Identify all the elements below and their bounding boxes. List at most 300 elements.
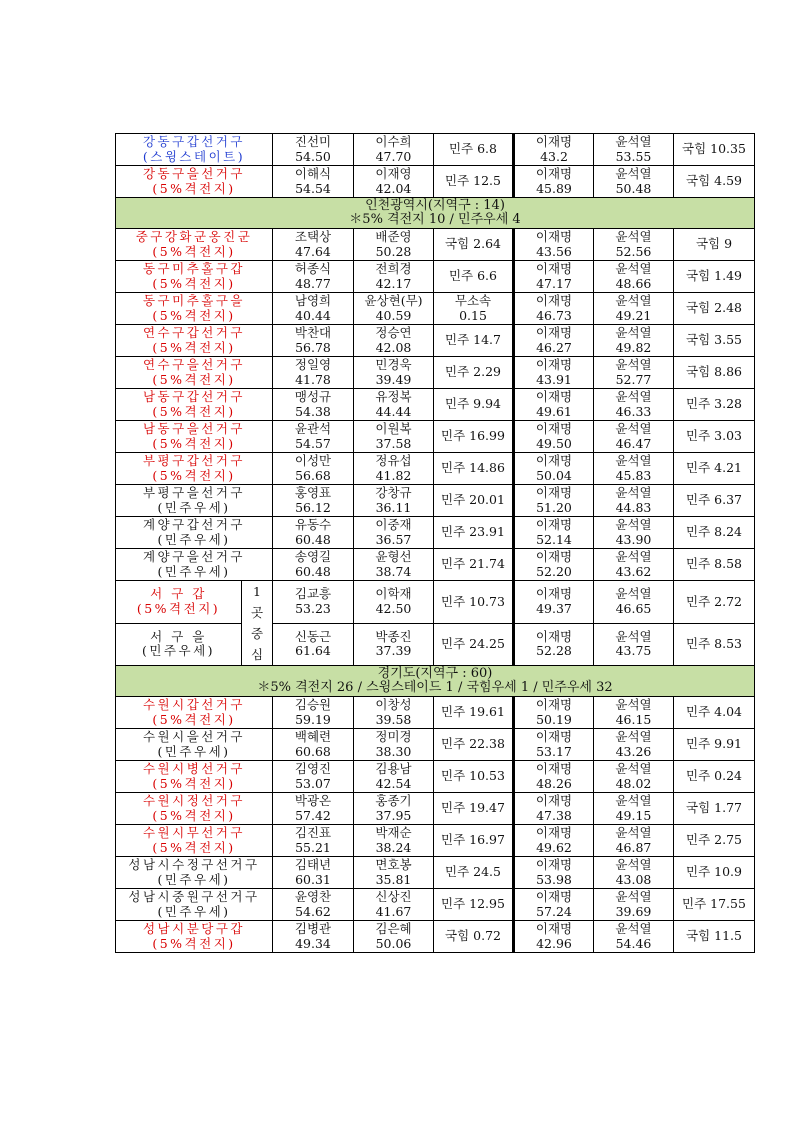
pres-yoon-share: 49.82 bbox=[615, 339, 652, 355]
candidate-dem-share: 41.78 bbox=[295, 371, 331, 387]
margin-2020: 민주 19.47 bbox=[441, 800, 505, 816]
table-cell bbox=[354, 889, 434, 921]
candidate-ppp-share: 38.24 bbox=[375, 839, 412, 855]
table-cell bbox=[514, 623, 594, 666]
district-name: 강동구갑선거구 bbox=[142, 134, 246, 149]
table-row bbox=[116, 357, 755, 389]
pres-lee-name: 이재명 bbox=[535, 229, 573, 244]
margin-2022: 민주 17.55 bbox=[682, 896, 746, 912]
pres-lee-name: 이재명 bbox=[535, 857, 573, 872]
district-name: 수원시갑선거구 bbox=[142, 697, 246, 712]
table-cell bbox=[354, 261, 434, 293]
district-note: (5%격전지) bbox=[152, 711, 236, 727]
candidate-dem-name: 허종식 bbox=[294, 261, 332, 276]
candidate-dem-share: 56.78 bbox=[295, 339, 331, 355]
table-cell bbox=[594, 549, 674, 581]
pres-lee-name: 이재명 bbox=[535, 761, 573, 776]
margin-2022: 민주 9.91 bbox=[686, 736, 742, 752]
table-cell bbox=[514, 857, 594, 889]
region-title: 경기도(지역구 : 60) bbox=[377, 665, 493, 681]
table-cell bbox=[674, 857, 755, 889]
margin-2020-value: 0.15 bbox=[459, 307, 487, 323]
pres-lee-name: 이재명 bbox=[535, 793, 573, 808]
district-note: (5%격전지) bbox=[152, 839, 236, 855]
margin-2020: 민주 14.7 bbox=[445, 332, 501, 348]
district-note: (민주우세) bbox=[157, 743, 231, 759]
candidate-dem-name: 김태년 bbox=[294, 857, 332, 872]
table-cell bbox=[594, 357, 674, 389]
pres-yoon-share: 44.83 bbox=[615, 499, 652, 515]
table-cell bbox=[273, 421, 354, 453]
side-char: 1 bbox=[253, 584, 261, 599]
pres-yoon-name: 윤석열 bbox=[615, 485, 652, 500]
pres-yoon-name: 윤석열 bbox=[615, 229, 652, 244]
table-cell bbox=[354, 729, 434, 761]
pres-lee-name: 이재명 bbox=[535, 325, 573, 340]
table-cell bbox=[674, 357, 755, 389]
district-cell bbox=[116, 453, 273, 485]
pres-lee-share: 46.73 bbox=[536, 307, 572, 323]
margin-2022: 국힘 11.5 bbox=[686, 928, 742, 944]
table-cell bbox=[434, 549, 514, 581]
district-note: (5%격전지) bbox=[152, 371, 236, 387]
pres-lee-share: 52.28 bbox=[536, 643, 572, 659]
district-note: (5%격전지) bbox=[152, 339, 236, 355]
candidate-ppp-share: 47.70 bbox=[375, 148, 412, 164]
table-cell bbox=[514, 581, 594, 624]
table-cell bbox=[354, 697, 434, 729]
table-cell bbox=[434, 697, 514, 729]
district-name: 부평구을선거구 bbox=[142, 485, 246, 500]
table-cell bbox=[594, 421, 674, 453]
table-cell bbox=[674, 889, 755, 921]
margin-2020: 민주 2.29 bbox=[445, 364, 501, 380]
candidate-ppp-share: 41.67 bbox=[375, 903, 412, 919]
candidate-dem-share: 57.42 bbox=[295, 807, 331, 823]
margin-2022: 국힘 8.86 bbox=[686, 364, 742, 380]
candidate-dem-name: 윤관석 bbox=[294, 421, 332, 436]
table-cell bbox=[674, 825, 755, 857]
pres-yoon-name: 윤석열 bbox=[615, 857, 652, 872]
table-cell bbox=[354, 761, 434, 793]
table-cell bbox=[273, 229, 354, 261]
pres-yoon-share: 45.83 bbox=[615, 467, 652, 483]
table-cell bbox=[354, 793, 434, 825]
table-cell bbox=[273, 134, 354, 166]
pres-lee-name: 이재명 bbox=[535, 825, 573, 840]
table-row bbox=[116, 229, 755, 261]
district-note: (민주우세) bbox=[157, 903, 231, 919]
district-cell bbox=[116, 485, 273, 517]
district-name: 동구미추홀구을 bbox=[142, 293, 246, 308]
pres-yoon-share: 43.90 bbox=[615, 531, 652, 547]
pres-lee-share: 43.2 bbox=[540, 148, 568, 164]
pres-lee-share: 48.26 bbox=[536, 775, 572, 791]
district-note: (5%격전지) bbox=[152, 467, 236, 483]
pres-lee-share: 52.14 bbox=[536, 531, 572, 547]
candidate-dem-share: 48.77 bbox=[295, 275, 331, 291]
pres-lee-share: 47.38 bbox=[536, 807, 572, 823]
candidate-ppp-share: 50.28 bbox=[375, 243, 412, 259]
margin-2022: 민주 4.04 bbox=[686, 704, 742, 720]
table-cell bbox=[514, 729, 594, 761]
pres-yoon-name: 윤석열 bbox=[615, 586, 652, 602]
district-name: 계양구을선거구 bbox=[142, 549, 246, 564]
district-cell bbox=[116, 166, 273, 198]
margin-2022: 민주 3.28 bbox=[686, 396, 742, 412]
margin-2020: 무소속 bbox=[454, 293, 492, 308]
pres-yoon-name: 윤석열 bbox=[615, 825, 652, 840]
candidate-ppp-name: 전희경 bbox=[375, 261, 412, 276]
pres-lee-name: 이재명 bbox=[535, 889, 573, 904]
candidate-ppp-share: 42.04 bbox=[375, 180, 412, 196]
district-cell bbox=[116, 229, 273, 261]
table-row bbox=[116, 857, 755, 889]
table-cell bbox=[514, 485, 594, 517]
table-cell bbox=[273, 166, 354, 198]
district-cell bbox=[116, 134, 273, 166]
candidate-ppp-name: 이중재 bbox=[375, 517, 412, 532]
table-cell bbox=[514, 921, 594, 953]
candidate-dem-share: 49.34 bbox=[295, 935, 331, 951]
candidate-ppp-name: 정승연 bbox=[375, 325, 412, 340]
district-cell bbox=[116, 325, 273, 357]
table-cell bbox=[273, 921, 354, 953]
table-cell bbox=[514, 229, 594, 261]
pres-lee-name: 이재명 bbox=[535, 389, 573, 404]
table-row bbox=[116, 825, 755, 857]
candidate-dem-name: 김진표 bbox=[294, 825, 332, 840]
district-note: (민주우세) bbox=[157, 563, 231, 579]
table-row bbox=[116, 325, 755, 357]
table-cell bbox=[674, 453, 755, 485]
region-title: 인천광역시(지역구 : 14) bbox=[365, 197, 505, 213]
candidate-dem-name: 김교흥 bbox=[294, 586, 332, 602]
candidate-dem-share: 59.19 bbox=[295, 711, 331, 727]
pres-yoon-share: 43.26 bbox=[615, 743, 652, 759]
region-subtitle: ＊5% 격전지 10 / 민주우세 4 bbox=[349, 212, 521, 227]
table-cell bbox=[674, 761, 755, 793]
candidate-ppp-name: 윤형선 bbox=[375, 549, 412, 564]
candidate-dem-name: 김승원 bbox=[294, 697, 332, 712]
pres-yoon-name: 윤석열 bbox=[615, 134, 652, 149]
candidate-ppp-name: 정미경 bbox=[375, 729, 412, 744]
pres-lee-share: 50.04 bbox=[536, 467, 572, 483]
table-cell bbox=[354, 549, 434, 581]
pres-lee-share: 53.98 bbox=[536, 871, 572, 887]
candidate-ppp-name: 김은혜 bbox=[375, 921, 412, 936]
table-row bbox=[116, 729, 755, 761]
pres-yoon-share: 52.77 bbox=[615, 371, 652, 387]
table-cell bbox=[674, 581, 755, 624]
district-note: (5%격전지) bbox=[152, 403, 236, 419]
district-name: 수원시병선거구 bbox=[142, 761, 246, 776]
table-row bbox=[116, 697, 755, 729]
candidate-ppp-name: 배준영 bbox=[375, 229, 412, 244]
table-cell bbox=[594, 453, 674, 485]
candidate-ppp-share: 41.82 bbox=[375, 467, 412, 483]
margin-2022: 민주 4.21 bbox=[686, 460, 742, 476]
pres-yoon-name: 윤석열 bbox=[615, 793, 652, 808]
candidate-ppp-name: 이재영 bbox=[375, 166, 412, 181]
district-note: (스윙스테이트) bbox=[142, 148, 246, 164]
table-cell bbox=[354, 623, 434, 666]
district-note: (5%격전지) bbox=[152, 243, 236, 259]
pres-yoon-name: 윤석열 bbox=[615, 761, 652, 776]
pres-lee-name: 이재명 bbox=[535, 697, 573, 712]
margin-2022: 민주 3.03 bbox=[686, 428, 742, 444]
candidate-ppp-share: 40.59 bbox=[375, 307, 412, 323]
candidate-dem-name: 백혜련 bbox=[294, 729, 332, 744]
district-name: 연수구갑선거구 bbox=[142, 325, 246, 340]
pres-lee-share: 50.19 bbox=[536, 711, 572, 727]
candidate-ppp-name: 신상진 bbox=[375, 889, 412, 904]
table-cell bbox=[594, 697, 674, 729]
pres-lee-share: 49.50 bbox=[536, 435, 572, 451]
pres-yoon-name: 윤석열 bbox=[615, 549, 652, 564]
pres-lee-share: 49.62 bbox=[536, 839, 572, 855]
pres-yoon-name: 윤석열 bbox=[615, 325, 652, 340]
table-cell bbox=[273, 581, 354, 624]
table-cell bbox=[273, 261, 354, 293]
table-cell bbox=[434, 421, 514, 453]
table-cell bbox=[354, 517, 434, 549]
table-cell bbox=[354, 857, 434, 889]
candidate-dem-share: 61.64 bbox=[295, 643, 331, 659]
table-cell bbox=[594, 261, 674, 293]
candidate-ppp-name: 이학재 bbox=[375, 586, 412, 602]
region-subtitle: ＊5% 격전지 26 / 스윙스테이드 1 / 국힘우세 1 / 민주우세 32 bbox=[257, 680, 613, 695]
table-cell bbox=[434, 729, 514, 761]
margin-2022: 민주 10.9 bbox=[686, 864, 742, 880]
table-cell bbox=[434, 453, 514, 485]
table-row bbox=[116, 921, 755, 953]
table-row bbox=[116, 421, 755, 453]
pres-yoon-share: 50.48 bbox=[615, 180, 652, 196]
candidate-ppp-name: 면호봉 bbox=[375, 857, 412, 872]
district-name: 동구미추홀구갑 bbox=[142, 261, 246, 276]
district-name: 남동구갑선거구 bbox=[142, 389, 246, 404]
table-cell bbox=[514, 761, 594, 793]
district-note: (민주우세) bbox=[157, 531, 231, 547]
candidate-ppp-share: 38.74 bbox=[375, 563, 412, 579]
district-name: 중구강화군옹진군 bbox=[135, 229, 253, 244]
candidate-dem-name: 신동근 bbox=[294, 628, 332, 644]
margin-2022: 국힘 4.59 bbox=[686, 173, 742, 189]
district-note: (5%격전지) bbox=[136, 600, 221, 616]
pres-lee-name: 이재명 bbox=[535, 921, 573, 936]
pres-lee-name: 이재명 bbox=[535, 166, 573, 181]
table-cell bbox=[354, 357, 434, 389]
election-table bbox=[115, 133, 755, 953]
table-row bbox=[116, 166, 755, 198]
margin-2020: 민주 10.73 bbox=[441, 593, 505, 609]
district-cell bbox=[116, 825, 273, 857]
pres-lee-share: 47.17 bbox=[536, 275, 572, 291]
table-cell bbox=[514, 825, 594, 857]
margin-2022: 민주 8.58 bbox=[686, 556, 742, 572]
candidate-dem-share: 47.64 bbox=[295, 243, 331, 259]
candidate-ppp-share: 39.58 bbox=[375, 711, 412, 727]
candidate-ppp-share: 39.49 bbox=[375, 371, 412, 387]
table-cell bbox=[354, 825, 434, 857]
pres-yoon-name: 윤석열 bbox=[615, 421, 652, 436]
table-cell bbox=[273, 325, 354, 357]
table-cell bbox=[594, 166, 674, 198]
pres-lee-name: 이재명 bbox=[535, 485, 573, 500]
table-row bbox=[116, 485, 755, 517]
candidate-dem-share: 54.62 bbox=[295, 903, 331, 919]
candidate-dem-share: 53.07 bbox=[295, 775, 331, 791]
district-cell bbox=[116, 793, 273, 825]
table-cell bbox=[354, 921, 434, 953]
candidate-ppp-share: 35.81 bbox=[375, 871, 412, 887]
district-name: 연수구을선거구 bbox=[142, 357, 246, 372]
candidate-dem-share: 54.50 bbox=[295, 148, 331, 164]
candidate-dem-name: 유동수 bbox=[294, 517, 332, 532]
district-name: 성남시분당구갑 bbox=[142, 921, 246, 936]
district-cell bbox=[116, 389, 273, 421]
district-cell bbox=[116, 697, 273, 729]
table-cell bbox=[674, 485, 755, 517]
table-cell bbox=[354, 453, 434, 485]
table-cell bbox=[594, 825, 674, 857]
candidate-dem-share: 40.44 bbox=[295, 307, 331, 323]
table-cell bbox=[434, 261, 514, 293]
table-cell bbox=[594, 857, 674, 889]
table-cell bbox=[514, 889, 594, 921]
table-cell bbox=[354, 581, 434, 624]
district-name: 수원시무선거구 bbox=[142, 825, 246, 840]
region-header-cell bbox=[116, 666, 755, 697]
candidate-dem-share: 56.68 bbox=[295, 467, 331, 483]
margin-2022: 국힘 1.77 bbox=[686, 800, 742, 816]
table-cell bbox=[273, 825, 354, 857]
table-cell bbox=[594, 581, 674, 624]
table-cell bbox=[674, 549, 755, 581]
table-cell bbox=[354, 485, 434, 517]
table-cell bbox=[434, 793, 514, 825]
candidate-ppp-name: 김용남 bbox=[375, 761, 412, 776]
pres-yoon-share: 48.02 bbox=[615, 775, 652, 791]
table-cell bbox=[434, 389, 514, 421]
candidate-ppp-share: 42.50 bbox=[375, 600, 412, 616]
pres-lee-share: 51.20 bbox=[536, 499, 572, 515]
table-cell bbox=[273, 793, 354, 825]
table-cell bbox=[594, 623, 674, 666]
candidate-dem-share: 60.31 bbox=[295, 871, 331, 887]
margin-2020: 민주 16.97 bbox=[441, 832, 505, 848]
pres-yoon-share: 52.56 bbox=[615, 243, 652, 259]
candidate-dem-share: 60.68 bbox=[295, 743, 331, 759]
pres-yoon-share: 46.15 bbox=[615, 711, 652, 727]
candidate-dem-share: 56.12 bbox=[295, 499, 331, 515]
margin-2020: 민주 6.6 bbox=[448, 268, 497, 284]
table-cell bbox=[354, 389, 434, 421]
candidate-dem-name: 김병관 bbox=[294, 921, 332, 936]
table-cell bbox=[354, 421, 434, 453]
pres-lee-share: 46.27 bbox=[536, 339, 572, 355]
side-char: 곳 bbox=[250, 605, 264, 620]
margin-2020: 민주 10.53 bbox=[441, 768, 505, 784]
pres-lee-name: 이재명 bbox=[535, 586, 573, 602]
table-cell bbox=[434, 134, 514, 166]
pres-yoon-share: 43.62 bbox=[615, 563, 652, 579]
table-cell bbox=[594, 793, 674, 825]
table-cell bbox=[514, 134, 594, 166]
district-cell bbox=[116, 261, 273, 293]
pres-yoon-name: 윤석열 bbox=[615, 628, 652, 644]
candidate-ppp-share: 36.57 bbox=[375, 531, 412, 547]
pres-yoon-share: 53.55 bbox=[615, 148, 652, 164]
table-cell bbox=[434, 166, 514, 198]
table-cell bbox=[674, 325, 755, 357]
pres-yoon-name: 윤석열 bbox=[615, 261, 652, 276]
table-cell bbox=[674, 166, 755, 198]
table-row bbox=[116, 453, 755, 485]
district-cell bbox=[116, 857, 273, 889]
candidate-dem-name: 이해식 bbox=[294, 166, 332, 181]
candidate-ppp-name: 이원복 bbox=[375, 421, 412, 436]
candidate-ppp-share: 36.11 bbox=[375, 499, 412, 515]
table-cell bbox=[514, 549, 594, 581]
table-cell bbox=[514, 389, 594, 421]
table-cell bbox=[514, 697, 594, 729]
district-name: 수원시을선거구 bbox=[142, 729, 246, 744]
pres-lee-share: 42.96 bbox=[536, 935, 572, 951]
district-name: 서 구 갑 bbox=[150, 586, 207, 602]
margin-2020: 민주 20.01 bbox=[441, 492, 505, 508]
table-cell bbox=[273, 729, 354, 761]
candidate-dem-share: 54.54 bbox=[295, 180, 331, 196]
district-name: 성남시수정구선거구 bbox=[128, 857, 260, 872]
table-row bbox=[116, 549, 755, 581]
table-cell bbox=[674, 421, 755, 453]
table-cell bbox=[354, 293, 434, 325]
margin-2020: 민주 14.86 bbox=[441, 460, 505, 476]
margin-2022: 민주 0.24 bbox=[686, 768, 742, 784]
margin-2020: 민주 6.8 bbox=[448, 141, 497, 157]
candidate-ppp-name: 박종진 bbox=[375, 628, 412, 644]
table-cell bbox=[434, 517, 514, 549]
table-row bbox=[116, 389, 755, 421]
margin-2022: 국힘 3.55 bbox=[686, 332, 742, 348]
candidate-dem-name: 박광온 bbox=[294, 793, 332, 808]
margin-2020: 민주 21.74 bbox=[441, 556, 505, 572]
margin-2022: 민주 8.53 bbox=[686, 636, 742, 651]
margin-2020: 민주 24.25 bbox=[441, 636, 505, 651]
district-note: (5%격전지) bbox=[152, 435, 236, 451]
district-note: (민주우세) bbox=[157, 499, 231, 515]
table-cell bbox=[273, 697, 354, 729]
table-cell bbox=[594, 889, 674, 921]
district-note: (5%격전지) bbox=[152, 935, 236, 951]
candidate-ppp-share: 37.39 bbox=[375, 643, 412, 659]
pres-yoon-share: 48.66 bbox=[615, 275, 652, 291]
table-cell bbox=[434, 293, 514, 325]
pres-lee-name: 이재명 bbox=[535, 357, 573, 372]
candidate-dem-name: 조택상 bbox=[294, 229, 332, 244]
margin-2022: 국힘 2.48 bbox=[686, 300, 742, 316]
pres-yoon-name: 윤석열 bbox=[615, 517, 652, 532]
margin-2020: 민주 22.38 bbox=[441, 736, 505, 752]
region-header-cell bbox=[116, 198, 755, 229]
table-cell bbox=[674, 261, 755, 293]
district-note: (민주우세) bbox=[157, 871, 231, 887]
election-table-body bbox=[116, 134, 755, 953]
table-cell bbox=[434, 889, 514, 921]
pres-yoon-share: 46.65 bbox=[615, 600, 652, 616]
